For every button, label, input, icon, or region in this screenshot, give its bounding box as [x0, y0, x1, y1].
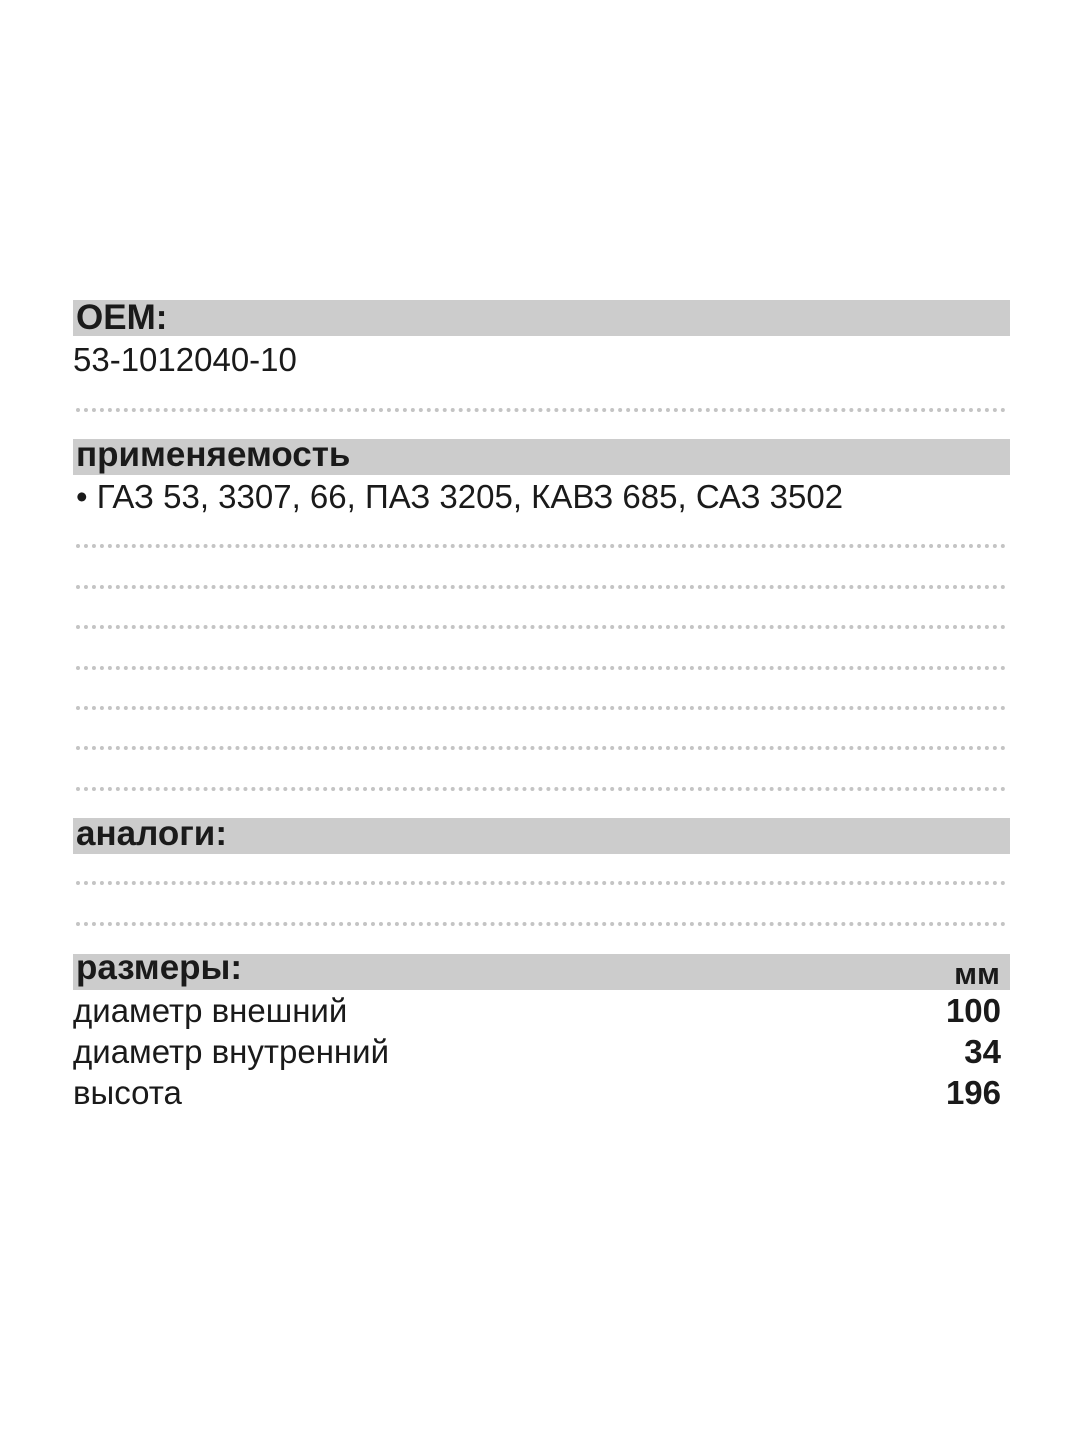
dimension-label: диаметр внешний	[73, 992, 348, 1029]
dimension-label: высота	[73, 1074, 182, 1111]
applicability-item-text: ГАЗ 53, 3307, 66, ПАЗ 3205, КАВЗ 685, САЗ 3502	[96, 478, 844, 515]
dimensions-unit: мм	[954, 956, 1000, 991]
oem-heading: OEM:	[76, 298, 168, 337]
dimension-value: 196	[945, 1074, 1001, 1111]
divider	[76, 746, 1006, 750]
dimension-value: 34	[964, 1033, 1001, 1070]
dimension-value: 100	[945, 992, 1001, 1029]
divider	[76, 922, 1006, 926]
analogs-heading: аналоги:	[76, 814, 227, 853]
dimension-row	[73, 1032, 1001, 1072]
divider	[76, 544, 1006, 548]
dimension-row	[73, 1073, 1001, 1113]
dimension-label: диаметр внутренний	[73, 1033, 390, 1070]
divider	[76, 585, 1006, 589]
divider	[76, 666, 1006, 670]
divider	[76, 881, 1006, 885]
applicability-heading: применяемость	[76, 435, 351, 474]
divider	[76, 706, 1006, 710]
applicability-item	[76, 478, 843, 516]
oem-value: 53-1012040-10	[73, 341, 297, 378]
oem-header-bar	[73, 300, 1010, 336]
divider	[76, 787, 1006, 791]
divider	[76, 625, 1006, 629]
dimensions-heading: размеры:	[76, 948, 243, 987]
divider	[76, 408, 1006, 412]
dimension-row	[73, 991, 1001, 1031]
bullet-icon: •	[76, 478, 88, 515]
